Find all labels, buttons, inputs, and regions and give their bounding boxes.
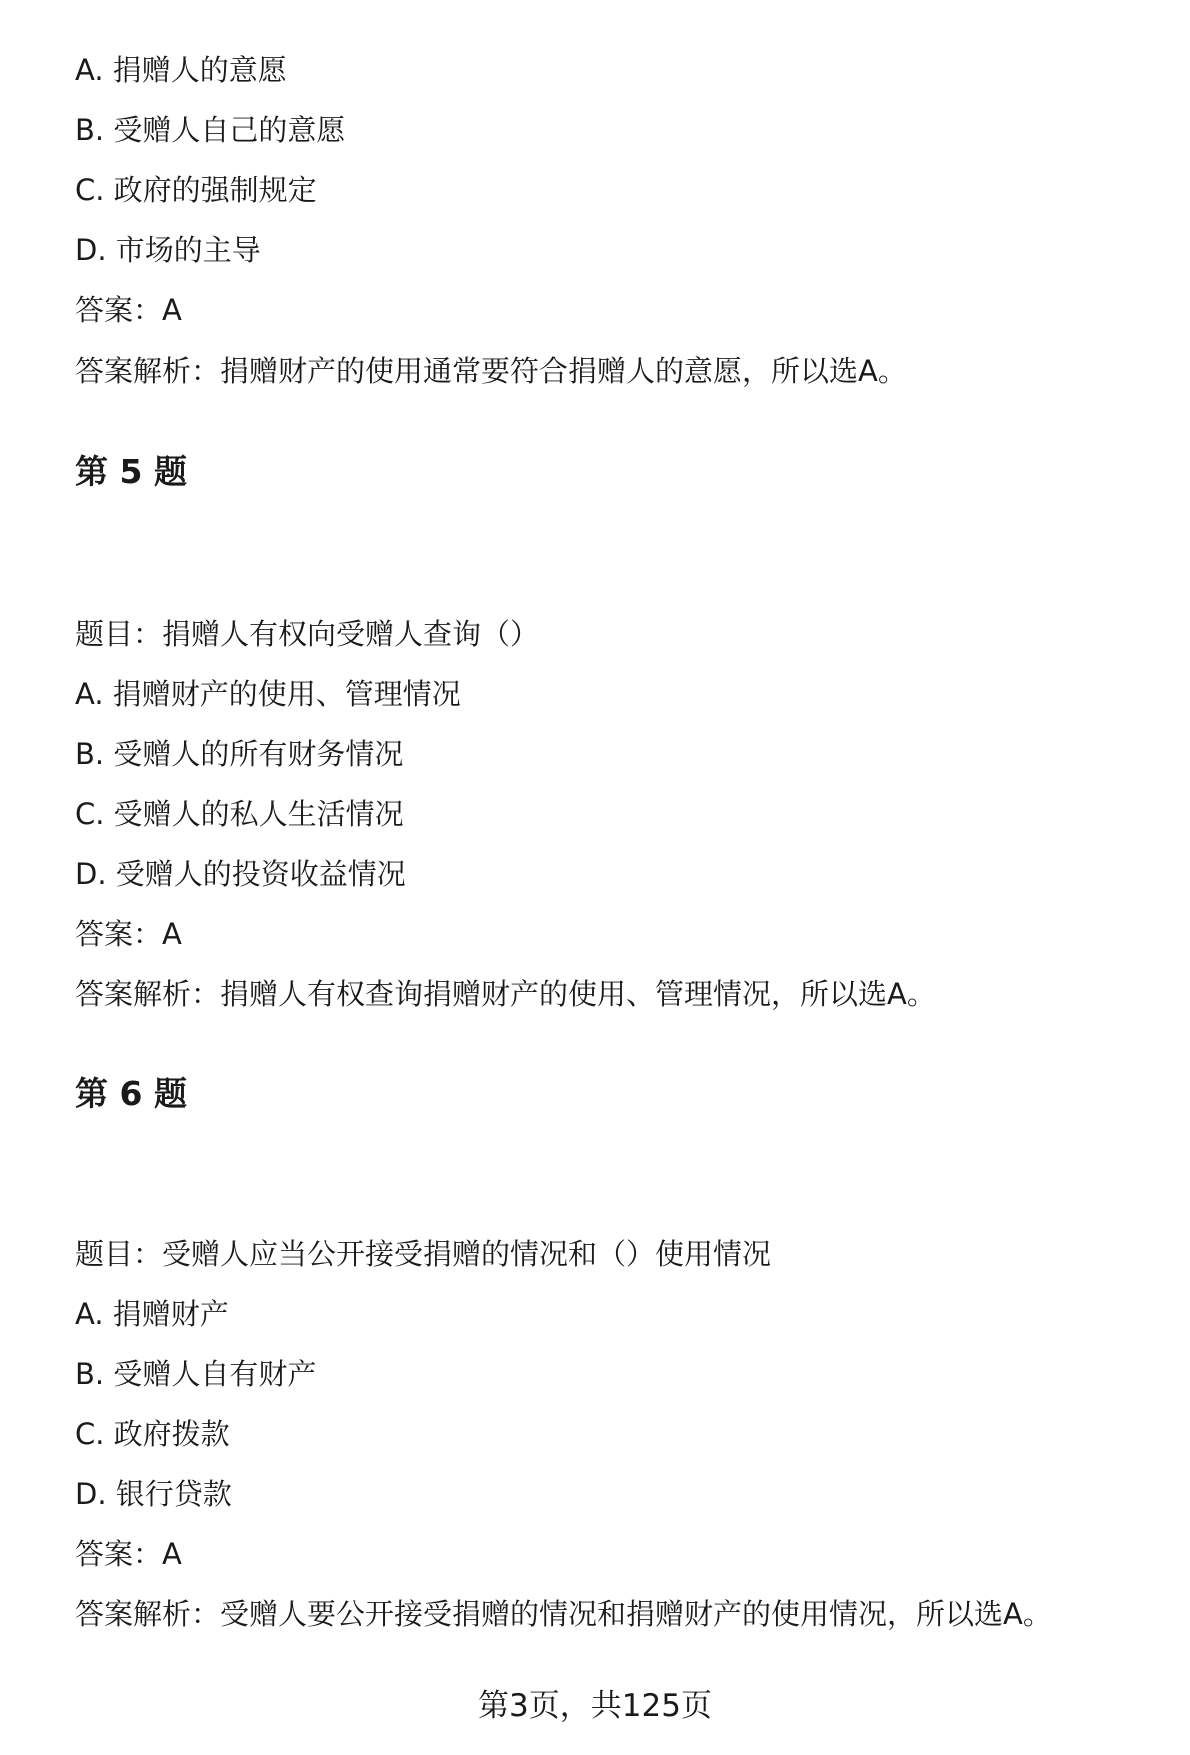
prev-option-a: A. 捐赠人的意愿 <box>75 53 287 87</box>
question-5-text: 题目：捐赠人有权向受赠人查询（） <box>75 617 540 651</box>
question-6-option-a: A. 捐赠财产 <box>75 1297 229 1331</box>
question-5-option-b: B. 受赠人的所有财务情况 <box>75 737 404 771</box>
question-5-option-a: A. 捐赠财产的使用、管理情况 <box>75 677 461 711</box>
question-6-text: 题目：受赠人应当公开接受捐赠的情况和（）使用情况 <box>75 1237 772 1271</box>
prev-option-c: C. 政府的强制规定 <box>75 173 317 207</box>
question-6-explanation: 答案解析：受赠人要公开接受捐赠的情况和捐赠财产的使用情况，所以选A。 <box>75 1597 1052 1631</box>
prev-option-b: B. 受赠人自己的意愿 <box>75 113 346 147</box>
question-5-answer: 答案：A <box>75 917 182 951</box>
question-6-option-c: C. 政府拨款 <box>75 1417 230 1451</box>
question-6-option-b: B. 受赠人自有财产 <box>75 1357 317 1391</box>
prev-answer: 答案：A <box>75 293 182 327</box>
question-6-heading: 第 6 题 <box>75 1074 187 1113</box>
page-number-footer: 第3页，共125页 <box>478 1688 712 1724</box>
question-6-answer: 答案：A <box>75 1537 182 1571</box>
question-5-option-d: D. 受赠人的投资收益情况 <box>75 857 406 891</box>
prev-option-d: D. 市场的主导 <box>75 233 261 267</box>
question-5-explanation: 答案解析：捐赠人有权查询捐赠财产的使用、管理情况，所以选A。 <box>75 977 936 1011</box>
question-5-option-c: C. 受赠人的私人生活情况 <box>75 797 404 831</box>
prev-explanation: 答案解析：捐赠财产的使用通常要符合捐赠人的意愿，所以选A。 <box>75 354 907 388</box>
question-6-option-d: D. 银行贷款 <box>75 1477 232 1511</box>
question-5-heading: 第 5 题 <box>75 452 187 491</box>
